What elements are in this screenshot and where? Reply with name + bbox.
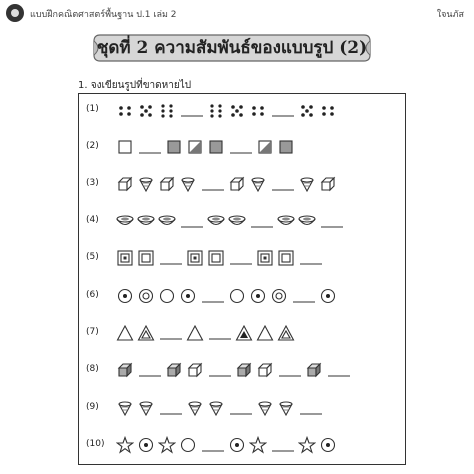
exercise-row xyxy=(80,396,400,420)
dots4-icon xyxy=(116,101,134,119)
sq-gray-icon xyxy=(277,138,295,156)
sq-diag-icon xyxy=(186,138,204,156)
tri-empty-icon xyxy=(186,324,204,342)
answer-blank[interactable] xyxy=(228,399,254,417)
circ-dot-icon xyxy=(319,436,337,454)
row-label: (6) xyxy=(86,290,99,300)
bowl-icon xyxy=(298,212,316,230)
answer-blank[interactable] xyxy=(200,287,226,305)
dots5-icon xyxy=(228,101,246,119)
cube-gray-icon xyxy=(116,361,134,379)
answer-blank[interactable] xyxy=(158,249,184,267)
cube-icon xyxy=(228,175,246,193)
row-label: (1) xyxy=(86,104,99,114)
exercise-row xyxy=(80,172,400,196)
star-icon xyxy=(158,436,176,454)
bowl-icon xyxy=(158,212,176,230)
circ-dot-icon xyxy=(116,287,134,305)
tri-nest-icon xyxy=(277,324,295,342)
exercise-row xyxy=(80,433,400,457)
dots6-icon xyxy=(158,101,176,119)
header-title: แบบฝึกคณิตศาสตร์พื้นฐาน ป.1 เล่ม 2 xyxy=(30,10,177,20)
tri-black-icon xyxy=(235,324,253,342)
cube-gray-icon xyxy=(165,361,183,379)
exercise-row xyxy=(80,358,400,382)
cone-icon xyxy=(249,175,267,193)
cone-icon xyxy=(186,399,204,417)
cone-icon xyxy=(256,399,274,417)
dots6-icon xyxy=(207,101,225,119)
cube-icon xyxy=(319,175,337,193)
dots4-icon xyxy=(319,101,337,119)
row-label: (7) xyxy=(86,327,99,337)
dots4-icon xyxy=(249,101,267,119)
sq-nest3-icon xyxy=(186,249,204,267)
sq-diag-icon xyxy=(256,138,274,156)
answer-blank[interactable] xyxy=(270,436,296,454)
bowl-icon xyxy=(116,212,134,230)
bowl-icon xyxy=(228,212,246,230)
worksheet-title: ชุดที่ 2 ความสัมพันธ์ของแบบรูป (2) xyxy=(96,38,368,58)
circ-dot-icon xyxy=(179,287,197,305)
answer-blank[interactable] xyxy=(326,361,352,379)
cone-icon xyxy=(116,399,134,417)
answer-blank[interactable] xyxy=(277,361,303,379)
answer-blank[interactable] xyxy=(179,212,205,230)
dots5-icon xyxy=(137,101,155,119)
answer-blank[interactable] xyxy=(158,324,184,342)
star-icon xyxy=(116,436,134,454)
tri-empty-icon xyxy=(116,324,134,342)
answer-blank[interactable] xyxy=(158,399,184,417)
circ-dot-icon xyxy=(137,436,155,454)
circ-ring-icon xyxy=(270,287,288,305)
bowl-icon xyxy=(277,212,295,230)
answer-blank[interactable] xyxy=(200,175,226,193)
sq-gray-icon xyxy=(165,138,183,156)
star-icon xyxy=(298,436,316,454)
sq-nest3-icon xyxy=(256,249,274,267)
cone-icon xyxy=(298,175,316,193)
tri-empty-icon xyxy=(256,324,274,342)
cone-icon xyxy=(179,175,197,193)
answer-blank[interactable] xyxy=(137,138,163,156)
answer-blank[interactable] xyxy=(179,101,205,119)
title-banner xyxy=(92,33,372,63)
answer-blank[interactable] xyxy=(200,436,226,454)
circ-dot-icon xyxy=(228,436,246,454)
exercise-row xyxy=(80,246,400,270)
cone-icon xyxy=(137,399,155,417)
row-label: (4) xyxy=(86,215,99,225)
row-label: (10) xyxy=(86,439,105,449)
sq-nest3-icon xyxy=(116,249,134,267)
bowl-icon xyxy=(137,212,155,230)
circ-empty-icon xyxy=(158,287,176,305)
answer-blank[interactable] xyxy=(291,287,317,305)
answer-blank[interactable] xyxy=(298,249,324,267)
circ-empty-icon xyxy=(179,436,197,454)
cube-icon xyxy=(186,361,204,379)
cone-icon xyxy=(207,399,225,417)
sq-gray-icon xyxy=(207,138,225,156)
circ-empty-icon xyxy=(228,287,246,305)
exercise-row xyxy=(80,284,400,308)
header-right-text: ใจนภัส xyxy=(436,10,464,20)
circ-dot-icon xyxy=(249,287,267,305)
exercise-row xyxy=(80,135,400,159)
cone-icon xyxy=(137,175,155,193)
cube-icon xyxy=(116,175,134,193)
sq-empty-icon xyxy=(116,138,134,156)
row-label: (3) xyxy=(86,178,99,188)
answer-blank[interactable] xyxy=(270,175,296,193)
cube-icon xyxy=(256,361,274,379)
dots5-icon xyxy=(298,101,316,119)
answer-blank[interactable] xyxy=(270,101,296,119)
cone-icon xyxy=(277,399,295,417)
answer-blank[interactable] xyxy=(298,399,324,417)
answer-blank[interactable] xyxy=(228,249,254,267)
answer-blank[interactable] xyxy=(319,212,345,230)
cube-icon xyxy=(158,175,176,193)
cube-gray-icon xyxy=(235,361,253,379)
sq-nest2-icon xyxy=(277,249,295,267)
exercise-row xyxy=(80,209,400,233)
answer-blank[interactable] xyxy=(228,138,254,156)
bowl-icon xyxy=(207,212,225,230)
row-label: (5) xyxy=(86,252,99,262)
answer-blank[interactable] xyxy=(207,361,233,379)
page-header xyxy=(6,4,468,24)
row-label: (2) xyxy=(86,141,99,151)
exercise-row xyxy=(80,98,400,122)
sq-nest2-icon xyxy=(207,249,225,267)
answer-blank[interactable] xyxy=(207,324,233,342)
answer-blank[interactable] xyxy=(249,212,275,230)
cube-gray-icon xyxy=(305,361,323,379)
row-label: (9) xyxy=(86,402,99,412)
tri-nest-icon xyxy=(137,324,155,342)
answer-blank[interactable] xyxy=(137,361,163,379)
circ-dot-icon xyxy=(319,287,337,305)
instruction-text: 1. จงเขียนรูปที่ขาดหายไป xyxy=(78,80,192,91)
exercise-row xyxy=(80,321,400,345)
star-icon xyxy=(249,436,267,454)
circ-ring-icon xyxy=(137,287,155,305)
book-logo-icon xyxy=(6,4,24,22)
sq-nest2-icon xyxy=(137,249,155,267)
row-label: (8) xyxy=(86,364,99,374)
